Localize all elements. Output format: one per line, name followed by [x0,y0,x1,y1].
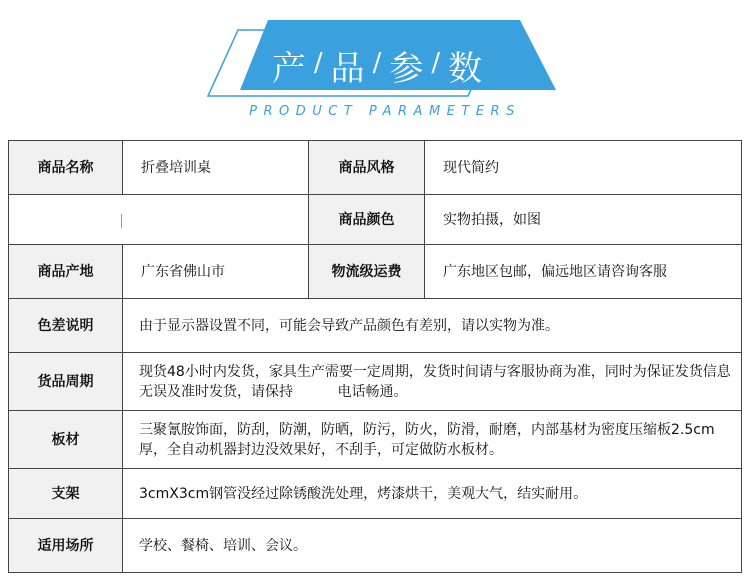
title-char: 参 [389,48,426,89]
table-row [9,141,742,195]
table-row [9,245,742,299]
row-label: 支架 [9,469,123,519]
table-row [9,195,742,245]
row-value: 由于显示器设置不同，可能会导致产品颜色有差别，请以实物为准。 [123,299,742,353]
row-label: 商品名称 [9,141,123,195]
row-value: 折叠培训桌 [123,141,309,195]
row-label: 板材 [9,411,123,469]
row-label: 色差说明 [9,299,123,353]
title-separator: / [431,48,443,78]
row-value: 3cmX3cm钢管没经过除锈酸洗处理，烤漆烘干，美观大气，结实耐用。 [123,469,742,519]
row-value: 广东地区包邮，偏远地区请咨询客服 [425,245,742,299]
row-value: 广东省佛山市 [123,245,309,299]
header-banner [0,0,750,130]
title-separator: / [372,48,384,78]
row-label: 商品风格 [309,141,425,195]
page-title [258,40,498,90]
title-char: 品 [330,48,367,89]
title-char: 产 [271,48,308,89]
row-value: 实物拍摄，如图 [425,195,742,245]
title-separator: / [313,48,325,78]
row-label: 商品产地 [9,245,123,299]
banner-accent-line [214,44,232,82]
row-value: 三聚氰胺饰面，防刮，防潮，防晒，防污，防火，防滑，耐磨，内部基材为密度压缩板2.5cm厚，全自动机器封边没效果好，不刮手，可定做防水板材。 [123,411,742,469]
row-label: 货品周期 [9,353,123,411]
table-row [9,519,742,573]
table-row [9,299,742,353]
table-row [9,411,742,469]
parameter-table [8,140,742,573]
blank-cell [9,195,309,245]
table-row [9,353,742,411]
row-value: 学校、餐椅、培训、会议。 [123,519,742,573]
table-row [9,469,742,519]
blank-cell-mark [121,214,122,228]
row-label: 适用场所 [9,519,123,573]
row-value: 现货48小时内发货，家具生产需要一定周期，发货时间请与客服协商为准，同时为保证发货信息无误及准时发货，请保持 电话畅通。 [123,353,742,411]
row-label: 物流级运费 [309,245,425,299]
row-value: 现代简约 [425,141,742,195]
row-label: 商品颜色 [309,195,425,245]
title-char: 数 [448,48,485,89]
page-subtitle: PRODUCT PARAMETERS [249,104,521,119]
